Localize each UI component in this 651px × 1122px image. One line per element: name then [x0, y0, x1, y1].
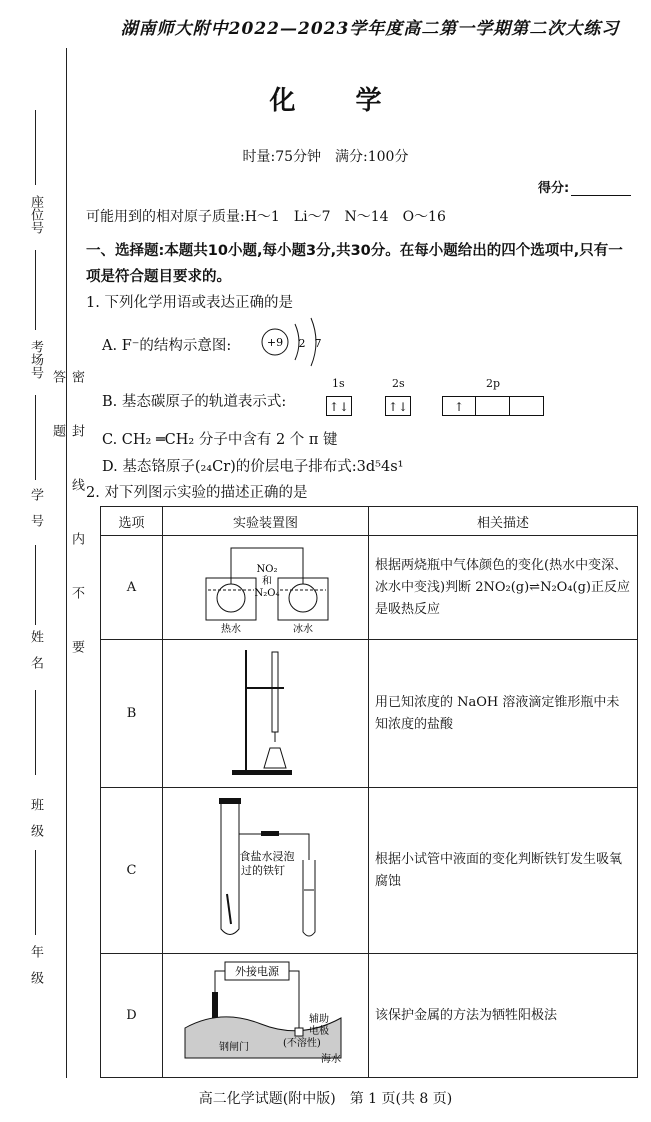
table-row	[101, 788, 638, 954]
corrosion-apparatus	[201, 794, 331, 944]
time-score-info: 时量:75分钟 满分:100分	[242, 149, 409, 165]
label-no2: NO₂	[256, 563, 277, 575]
orbital-label-2p: 2p	[486, 377, 501, 390]
orbital-2s	[385, 395, 411, 416]
score-label: 得分:	[538, 181, 570, 196]
question-2-stem: 2. 对下列图示实验的描述正确的是	[86, 485, 308, 501]
table-row	[101, 954, 638, 1078]
row-description: 用已知浓度的 NaOH 溶液滴定锥形瓶中未知浓度的盐酸	[369, 640, 638, 788]
apparatus-c	[163, 788, 369, 954]
shell-2-electrons: 7	[314, 337, 322, 350]
orbital-box	[476, 396, 510, 416]
label-n2o4: N₂O₄	[254, 587, 279, 599]
seal-notice: 密 封 线 内 不 要 答 题	[50, 370, 84, 694]
atomic-masses: 可能用到的相对原子质量:H～1 Li～7 N～14 O～16	[86, 209, 446, 225]
row-option: A	[101, 536, 163, 640]
name-label: 姓 名	[28, 630, 43, 669]
label-ice-water: 冰水	[292, 623, 313, 634]
question-1-stem: 1. 下列化学用语或表达正确的是	[86, 295, 293, 311]
label-and: 和	[261, 575, 272, 587]
orbital-2p	[442, 395, 544, 416]
row-option: B	[101, 640, 163, 788]
experiment-table	[100, 506, 638, 1078]
seat-number-label: 座位号	[28, 195, 43, 234]
header-apparatus: 实验装置图	[163, 507, 369, 536]
label-aux: 辅助	[308, 1013, 329, 1025]
nucleus-charge: +9	[266, 336, 284, 349]
fluoride-structure-diagram	[255, 314, 335, 370]
table-row	[101, 536, 638, 640]
subject-title: 化学	[269, 86, 442, 116]
table-header-row	[101, 507, 638, 536]
row-description: 该保护金属的方法为牺牲阳极法	[369, 954, 638, 1078]
score-blank	[571, 183, 631, 196]
orbital-box: ↑↓	[385, 396, 411, 416]
orbital-label-2s: 2s	[392, 377, 405, 390]
orbital-label-1s: 1s	[332, 377, 345, 390]
exam-room-label: 考场号	[28, 340, 43, 379]
exam-title: 湖南师大附中2022—2023学年度高二第一学期第二次大练习	[120, 19, 620, 39]
label-insoluble: (不溶性)	[282, 1037, 321, 1049]
header-description: 相关描述	[369, 507, 638, 536]
q1-option-c: C. CH₂ ═CH₂ 分子中含有 2 个 π 键	[102, 432, 338, 448]
apparatus-d	[163, 954, 369, 1078]
row-option: C	[101, 788, 163, 954]
header-option: 选项	[101, 507, 163, 536]
row-description: 根据小试管中液面的变化判断铁钉发生吸氧腐蚀	[369, 788, 638, 954]
cathodic-protection-apparatus	[181, 958, 351, 1070]
row-option: D	[101, 954, 163, 1078]
q1-option-b: B. 基态碳原子的轨道表示式:	[102, 394, 287, 410]
label-power-source: 外接电源	[234, 964, 279, 978]
section-heading: 一、选择题:本题共10小题,每小题3分,共30分。在每小题给出的四个选项中,只有一项是符合题目要求的。	[86, 243, 623, 285]
label-iron-nail: 过的铁钉	[240, 863, 285, 877]
label-salt-water: 食盐水浸泡	[239, 849, 294, 863]
label-steel-gate: 钢闸门	[218, 1041, 249, 1053]
grade-label: 年 级	[28, 945, 43, 984]
orbital-box: ↑	[442, 396, 476, 416]
student-id-label: 学 号	[28, 488, 43, 527]
label-electrode: 电极	[308, 1025, 329, 1037]
class-label: 班 级	[28, 798, 43, 837]
q1-option-a: A. F⁻的结构示意图:	[102, 338, 232, 354]
label-seawater: 海水	[320, 1053, 341, 1065]
page-footer: 高二化学试题(附中版) 第 1 页(共 8 页)	[198, 1091, 453, 1107]
orbital-box: ↑↓	[326, 396, 352, 416]
row-description: 根据两烧瓶中气体颜色的变化(热水中变深、冰水中变浅)判断 2NO₂(g)⇌N₂O₄(g)正反应是吸热反应	[369, 536, 638, 640]
no2-equilibrium-apparatus	[196, 538, 336, 634]
shell-1-electrons: 2	[298, 337, 306, 350]
q1-option-d: D. 基态铬原子(₂₄Cr)的价层电子排布式:3d⁵4s¹	[102, 459, 404, 475]
apparatus-a	[163, 536, 369, 640]
table-row	[101, 640, 638, 788]
apparatus-b	[163, 640, 369, 788]
orbital-box	[510, 396, 544, 416]
orbital-1s	[326, 395, 352, 416]
score-field	[538, 177, 631, 196]
label-hot-water: 热水	[220, 623, 241, 634]
titration-apparatus	[226, 644, 306, 780]
